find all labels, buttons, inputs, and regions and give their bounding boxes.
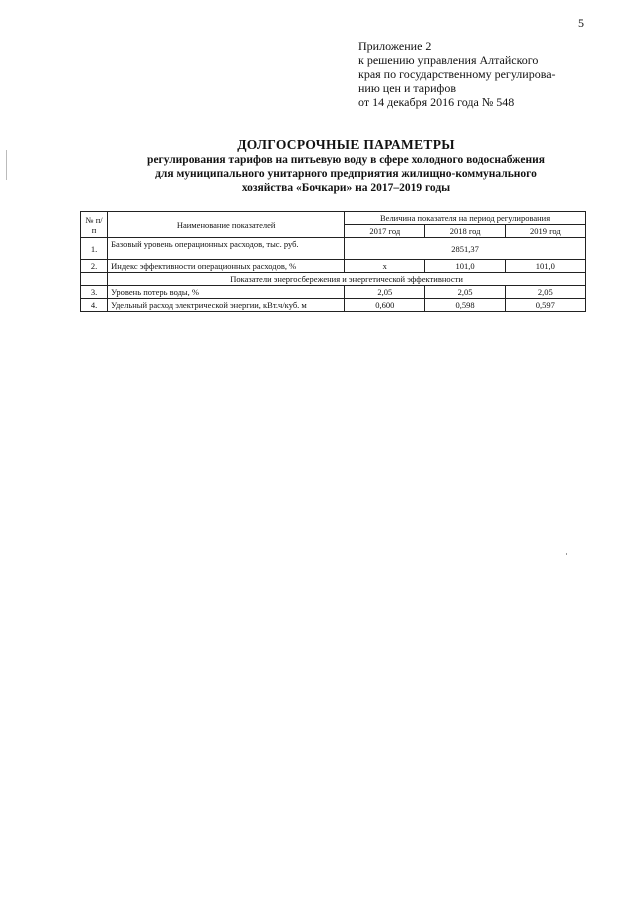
appendix-note xyxy=(358,39,620,109)
scan-margin-mark xyxy=(6,150,7,180)
row-value: 2,05 xyxy=(505,286,585,299)
row-value: 2,05 xyxy=(425,286,505,299)
table-row xyxy=(81,286,586,299)
section-title: Показатели энергосбережения и энергетической эффективности xyxy=(108,273,586,286)
title-line: регулирования тарифов на питьевую воду в сфере холодного водоснабжения xyxy=(147,154,545,166)
parameters-table xyxy=(80,211,586,312)
row-value: 2,05 xyxy=(345,286,425,299)
row-name: Уровень потерь воды, % xyxy=(108,286,345,299)
header-year: 2018 год xyxy=(425,225,505,238)
row-merged-value: 2851,37 xyxy=(345,238,586,260)
row-value: 101,0 xyxy=(425,260,505,273)
title-main: ДОЛГОСРОЧНЫЕ ПАРАМЕТРЫ xyxy=(237,137,455,152)
row-value: 0,598 xyxy=(425,299,505,312)
header-year: 2019 год xyxy=(505,225,585,238)
appendix-line: нию цен и тарифов xyxy=(358,81,456,95)
table-header-row xyxy=(81,212,586,225)
table-row xyxy=(81,260,586,273)
header-name: Наименование показателей xyxy=(108,212,345,238)
appendix-line: края по государственному регулирова- xyxy=(358,67,556,81)
title-line: хозяйства «Бочкари» на 2017–2019 годы xyxy=(241,182,451,194)
scan-speck xyxy=(566,553,567,555)
row-value: 0,597 xyxy=(505,299,585,312)
header-year: 2017 год xyxy=(345,225,425,238)
appendix-line: от 14 декабря 2016 года № 548 xyxy=(358,95,515,109)
table-row xyxy=(81,238,586,260)
row-num: 3. xyxy=(81,286,108,299)
row-value: х xyxy=(345,260,425,273)
row-num: 4. xyxy=(81,299,108,312)
appendix-line: Приложение 2 xyxy=(358,39,432,53)
row-name: Удельный расход электрической энергии, кВт.ч/куб. м xyxy=(108,299,345,312)
row-num: 2. xyxy=(81,260,108,273)
row-value: 101,0 xyxy=(505,260,585,273)
table-row xyxy=(81,299,586,312)
appendix-line: к решению управления Алтайского xyxy=(358,53,539,67)
title-line: для муниципального унитарного предприятия жилищно-коммунального xyxy=(155,168,537,180)
header-num: № п/п xyxy=(81,212,108,238)
header-period: Величина показателя на период регулирования xyxy=(345,212,586,225)
row-value: 0,600 xyxy=(345,299,425,312)
row-name: Базовый уровень операционных расходов, тыс. руб. xyxy=(108,238,345,260)
section-empty-num xyxy=(81,273,108,286)
document-title xyxy=(60,137,632,195)
row-name: Индекс эффективности операционных расходов, % xyxy=(108,260,345,273)
page-number: 5 xyxy=(578,16,584,30)
row-num: 1. xyxy=(81,238,108,260)
table-section-row xyxy=(81,273,586,286)
